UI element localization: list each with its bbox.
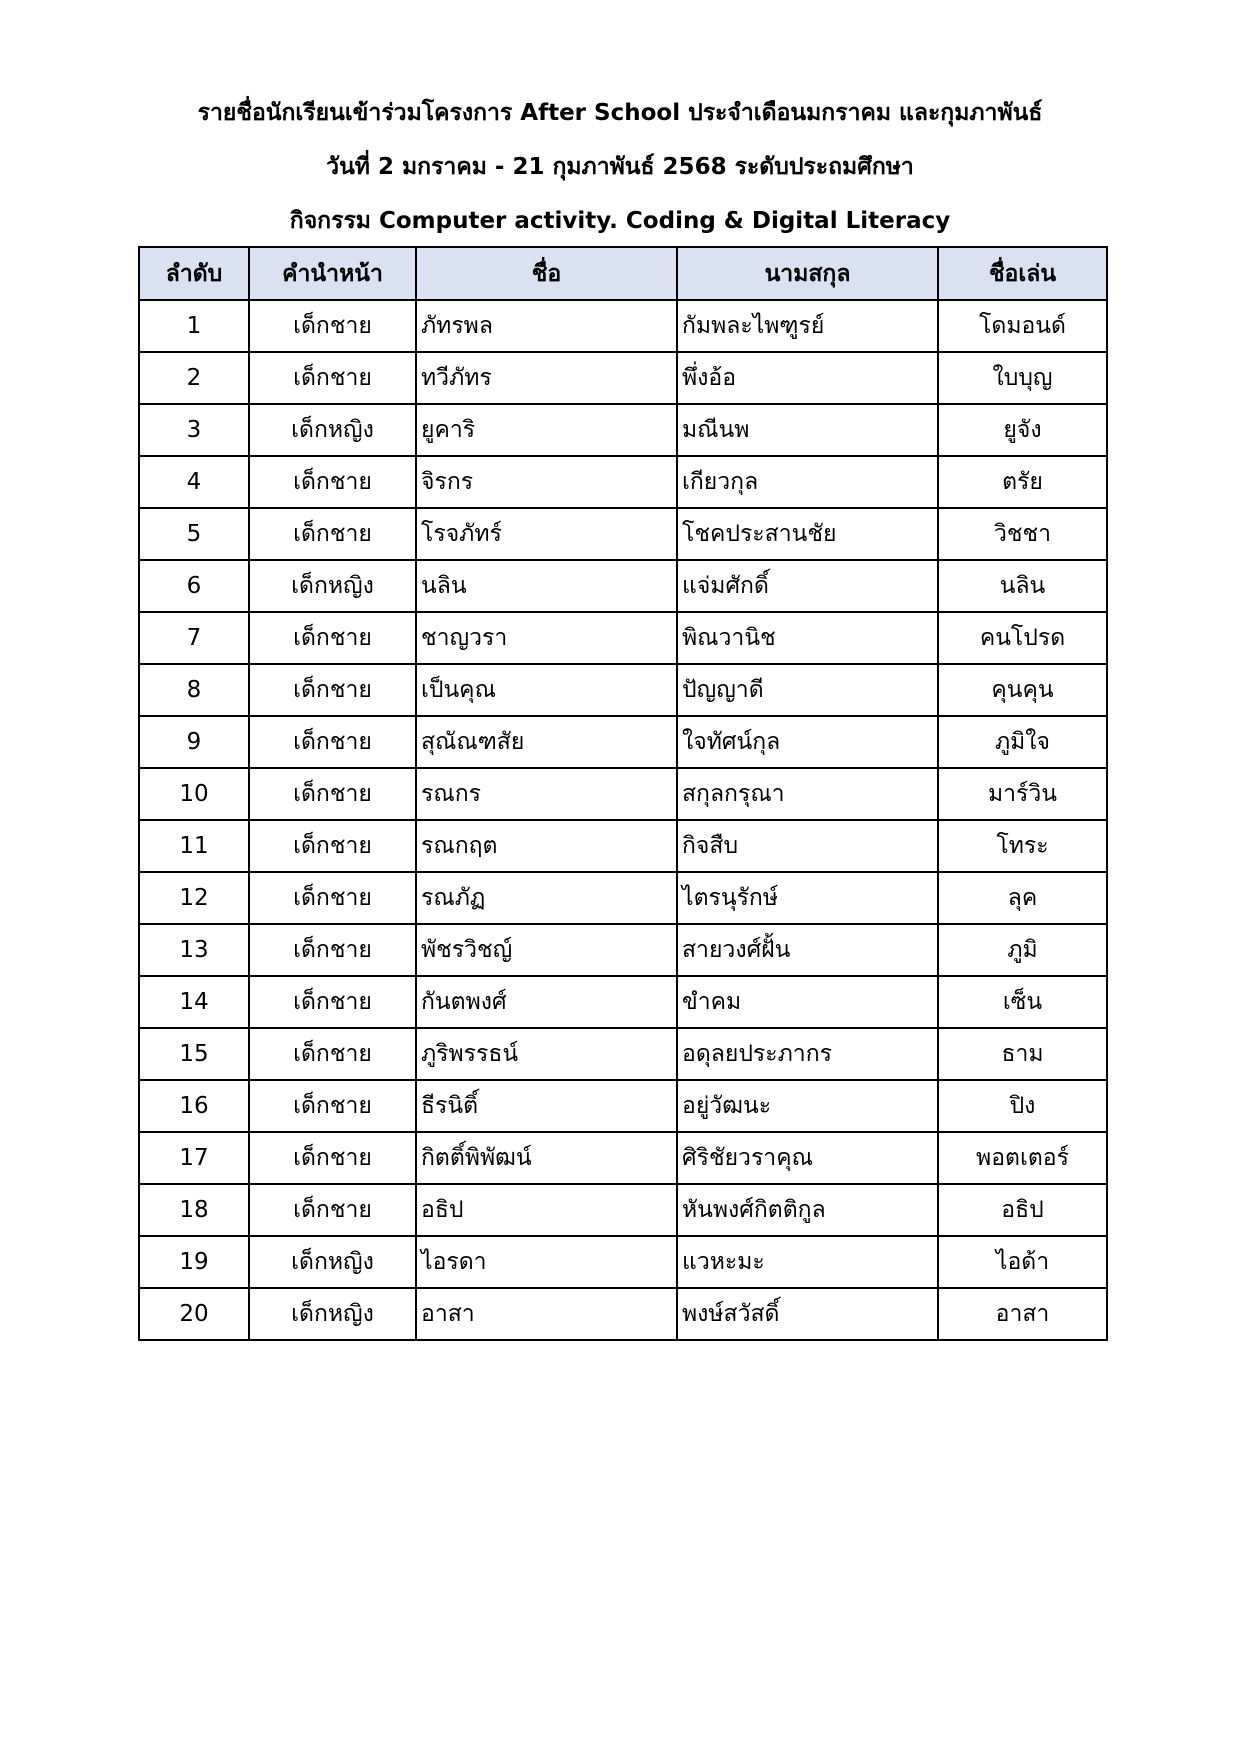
table-row (139, 768, 1107, 820)
cell-nickname: โทระ (938, 820, 1107, 872)
cell-number: 1 (139, 300, 249, 352)
cell-nickname: ยูจัง (938, 404, 1107, 456)
table-row (139, 612, 1107, 664)
table-header-row (139, 247, 1107, 300)
table-row (139, 508, 1107, 560)
cell-nickname: วิชชา (938, 508, 1107, 560)
cell-prefix: เด็กหญิง (249, 404, 416, 456)
student-roster-table (138, 246, 1108, 1341)
column-header-number: ลำดับ (139, 247, 249, 300)
table-row (139, 664, 1107, 716)
cell-first-name: ยูคาริ (416, 404, 677, 456)
table-row (139, 352, 1107, 404)
document-title: รายชื่อนักเรียนเข้าร่วมโครงการ After School ประจำเดือนมกราคม และกุมภาพันธ์ (197, 100, 1043, 126)
table-row (139, 1080, 1107, 1132)
table-row (139, 404, 1107, 456)
cell-nickname: ไอด้า (938, 1236, 1107, 1288)
cell-number: 16 (139, 1080, 249, 1132)
cell-first-name: กิตติ์พิพัฒน์ (416, 1132, 677, 1184)
cell-nickname: นลิน (938, 560, 1107, 612)
cell-nickname: ใบบุญ (938, 352, 1107, 404)
column-header-first-name: ชื่อ (416, 247, 677, 300)
cell-last-name: แจ่มศักดิ์ (677, 560, 938, 612)
table-row (139, 976, 1107, 1028)
cell-nickname: อาสา (938, 1288, 1107, 1340)
cell-last-name: อยู่วัฒนะ (677, 1080, 938, 1132)
cell-last-name: ปัญญาดี (677, 664, 938, 716)
cell-number: 20 (139, 1288, 249, 1340)
cell-first-name: รณภัฏ (416, 872, 677, 924)
cell-first-name: ภูริพรรธน์ (416, 1028, 677, 1080)
cell-first-name: เป็นคุณ (416, 664, 677, 716)
cell-first-name: โรจภัทร์ (416, 508, 677, 560)
cell-prefix: เด็กชาย (249, 300, 416, 352)
column-header-nickname: ชื่อเล่น (938, 247, 1107, 300)
cell-last-name: สายวงศ์ฝั้น (677, 924, 938, 976)
cell-number: 10 (139, 768, 249, 820)
cell-prefix: เด็กหญิง (249, 1236, 416, 1288)
cell-number: 17 (139, 1132, 249, 1184)
cell-number: 8 (139, 664, 249, 716)
cell-prefix: เด็กชาย (249, 352, 416, 404)
cell-prefix: เด็กหญิง (249, 1288, 416, 1340)
cell-nickname: เซ็น (938, 976, 1107, 1028)
cell-last-name: ใจทัศน์กุล (677, 716, 938, 768)
cell-first-name: พัชรวิชญ์ (416, 924, 677, 976)
cell-number: 14 (139, 976, 249, 1028)
cell-prefix: เด็กชาย (249, 1080, 416, 1132)
cell-last-name: พิณวานิช (677, 612, 938, 664)
cell-first-name: นลิน (416, 560, 677, 612)
cell-number: 7 (139, 612, 249, 664)
table-row (139, 300, 1107, 352)
cell-number: 4 (139, 456, 249, 508)
cell-prefix: เด็กชาย (249, 716, 416, 768)
cell-number: 15 (139, 1028, 249, 1080)
cell-prefix: เด็กชาย (249, 768, 416, 820)
cell-first-name: ภัทรพล (416, 300, 677, 352)
cell-last-name: พงษ์สวัสดิ์ (677, 1288, 938, 1340)
cell-nickname: คุนคุน (938, 664, 1107, 716)
cell-first-name: ชาญวรา (416, 612, 677, 664)
cell-number: 6 (139, 560, 249, 612)
cell-last-name: ขำคม (677, 976, 938, 1028)
cell-prefix: เด็กชาย (249, 872, 416, 924)
cell-prefix: เด็กชาย (249, 612, 416, 664)
document-date-range: วันที่ 2 มกราคม - 21 กุมภาพันธ์ 2568 ระดับประถมศึกษา (326, 154, 914, 180)
cell-first-name: รณกร (416, 768, 677, 820)
cell-number: 18 (139, 1184, 249, 1236)
cell-first-name: อธิป (416, 1184, 677, 1236)
table-body (139, 300, 1107, 1340)
cell-number: 13 (139, 924, 249, 976)
cell-nickname: ภูมิ (938, 924, 1107, 976)
cell-last-name: กัมพละไพฑูรย์ (677, 300, 938, 352)
document-activity: กิจกรรม Computer activity. Coding & Digital Literacy (289, 208, 951, 234)
table-row (139, 456, 1107, 508)
cell-prefix: เด็กชาย (249, 976, 416, 1028)
cell-last-name: แวหะมะ (677, 1236, 938, 1288)
cell-number: 19 (139, 1236, 249, 1288)
cell-first-name: สุณัณฑสัย (416, 716, 677, 768)
cell-prefix: เด็กชาย (249, 820, 416, 872)
table-row (139, 872, 1107, 924)
cell-nickname: มาร์วิน (938, 768, 1107, 820)
column-header-prefix: คำนำหน้า (249, 247, 416, 300)
cell-nickname: ลุค (938, 872, 1107, 924)
cell-last-name: หันพงศ์กิตติกูล (677, 1184, 938, 1236)
cell-first-name: กันตพงศ์ (416, 976, 677, 1028)
cell-prefix: เด็กชาย (249, 924, 416, 976)
cell-nickname: พอตเตอร์ (938, 1132, 1107, 1184)
table-row (139, 1184, 1107, 1236)
table-row (139, 1028, 1107, 1080)
cell-nickname: ตรัย (938, 456, 1107, 508)
cell-last-name: พึ่งอ้อ (677, 352, 938, 404)
cell-number: 5 (139, 508, 249, 560)
cell-last-name: สกุลกรุณา (677, 768, 938, 820)
cell-number: 9 (139, 716, 249, 768)
column-header-last-name: นามสกุล (677, 247, 938, 300)
cell-nickname: อธิป (938, 1184, 1107, 1236)
cell-prefix: เด็กชาย (249, 456, 416, 508)
cell-prefix: เด็กชาย (249, 1028, 416, 1080)
cell-last-name: เกียวกุล (677, 456, 938, 508)
cell-nickname: ธาม (938, 1028, 1107, 1080)
cell-last-name: ศิริชัยวราคุณ (677, 1132, 938, 1184)
cell-first-name: อาสา (416, 1288, 677, 1340)
cell-first-name: จิรกร (416, 456, 677, 508)
table-row (139, 560, 1107, 612)
table-row (139, 1236, 1107, 1288)
cell-nickname: ภูมิใจ (938, 716, 1107, 768)
cell-nickname: ปิง (938, 1080, 1107, 1132)
table-row (139, 1288, 1107, 1340)
cell-last-name: โชคประสานชัย (677, 508, 938, 560)
cell-prefix: เด็กชาย (249, 508, 416, 560)
cell-number: 11 (139, 820, 249, 872)
cell-prefix: เด็กชาย (249, 1132, 416, 1184)
cell-nickname: โดมอนด์ (938, 300, 1107, 352)
cell-prefix: เด็กหญิง (249, 560, 416, 612)
cell-number: 2 (139, 352, 249, 404)
cell-number: 3 (139, 404, 249, 456)
cell-nickname: คนโปรด (938, 612, 1107, 664)
table-row (139, 1132, 1107, 1184)
cell-number: 12 (139, 872, 249, 924)
cell-last-name: อดุลยประภากร (677, 1028, 938, 1080)
cell-first-name: ทวีภัทร (416, 352, 677, 404)
cell-last-name: กิจสืบ (677, 820, 938, 872)
table-row (139, 924, 1107, 976)
cell-first-name: ไอรดา (416, 1236, 677, 1288)
cell-prefix: เด็กชาย (249, 1184, 416, 1236)
table-row (139, 820, 1107, 872)
cell-last-name: มณีนพ (677, 404, 938, 456)
cell-first-name: รณกฤต (416, 820, 677, 872)
cell-prefix: เด็กชาย (249, 664, 416, 716)
table-row (139, 716, 1107, 768)
cell-first-name: ธีรนิติ์ (416, 1080, 677, 1132)
cell-last-name: ไตรนุรักษ์ (677, 872, 938, 924)
